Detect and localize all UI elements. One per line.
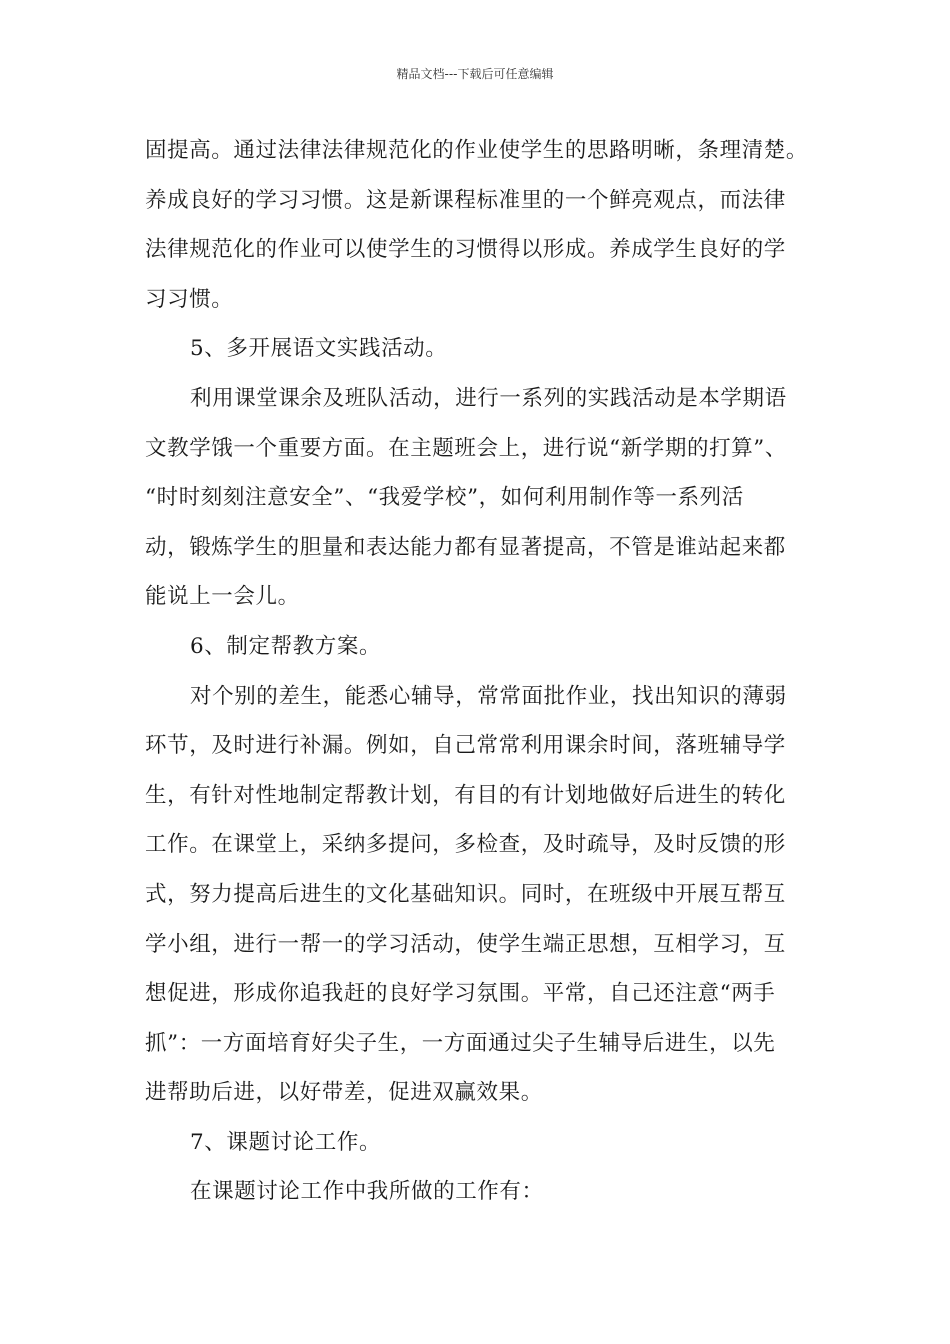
body-line: “时时刻刻注意安全”、“我爱学校”，如何利用制作等一系列活 <box>145 485 744 511</box>
section-heading-7: 7、课题讨论工作。 <box>190 1129 382 1155</box>
body-line: 能说上一会儿。 <box>145 584 300 610</box>
section-heading-6: 6、制定帮教方案。 <box>190 633 382 659</box>
body-line: 想促进，形成你追我赶的良好学习氛围。平常，自己还注意“两手 <box>145 981 776 1007</box>
body-line: 生，有针对性地制定帮教计划，有目的有计划地做好后进生的转化 <box>145 782 786 808</box>
body-line: 工作。在课堂上，采纳多提问，多检查，及时疏导，及时反馈的形 <box>145 832 786 858</box>
body-line: 环节，及时进行补漏。例如，自己常常利用课余时间，落班辅导学 <box>145 733 786 759</box>
body-line: 学小组，进行一帮一的学习活动，使学生端正思想，互相学习，互 <box>145 931 786 957</box>
body-line: 动，锻炼学生的胆量和表达能力都有显著提高，不管是谁站起来都 <box>145 534 786 560</box>
body-line: 式，努力提高后进生的文化基础知识。同时，在班级中开展互帮互 <box>145 881 786 907</box>
body-line: 习习惯。 <box>145 286 234 312</box>
body-line: 养成良好的学习习惯。这是新课程标准里的一个鲜亮观点，而法律 <box>145 187 786 213</box>
body-line: 文教学饿一个重要方面。在主题班会上，进行说“新学期的打算”、 <box>145 435 787 461</box>
body-line: 法律规范化的作业可以使学生的习惯得以形成。养成学生良好的学 <box>145 237 786 263</box>
body-line: 抓”：一方面培育好尖子生，一方面通过尖子生辅导后进生，以先 <box>145 1030 776 1056</box>
page-header: 精品文档---下载后可任意编辑 <box>396 67 554 81</box>
document-body <box>145 129 815 1220</box>
body-line: 对个别的差生，能悉心辅导，常常面批作业，找出知识的薄弱 <box>190 683 787 709</box>
body-line: 在课题讨论工作中我所做的工作有： <box>190 1179 544 1205</box>
body-line: 利用课堂课余及班队活动，进行一系列的实践活动是本学期语 <box>190 385 787 411</box>
body-line: 进帮助后进，以好带差，促进双赢效果。 <box>145 1080 543 1106</box>
body-line: 固提高。通过法律法律规范化的作业使学生的思路明晰，条理清楚。 <box>145 138 809 163</box>
section-heading-5: 5、多开展语文实践活动。 <box>190 336 448 362</box>
